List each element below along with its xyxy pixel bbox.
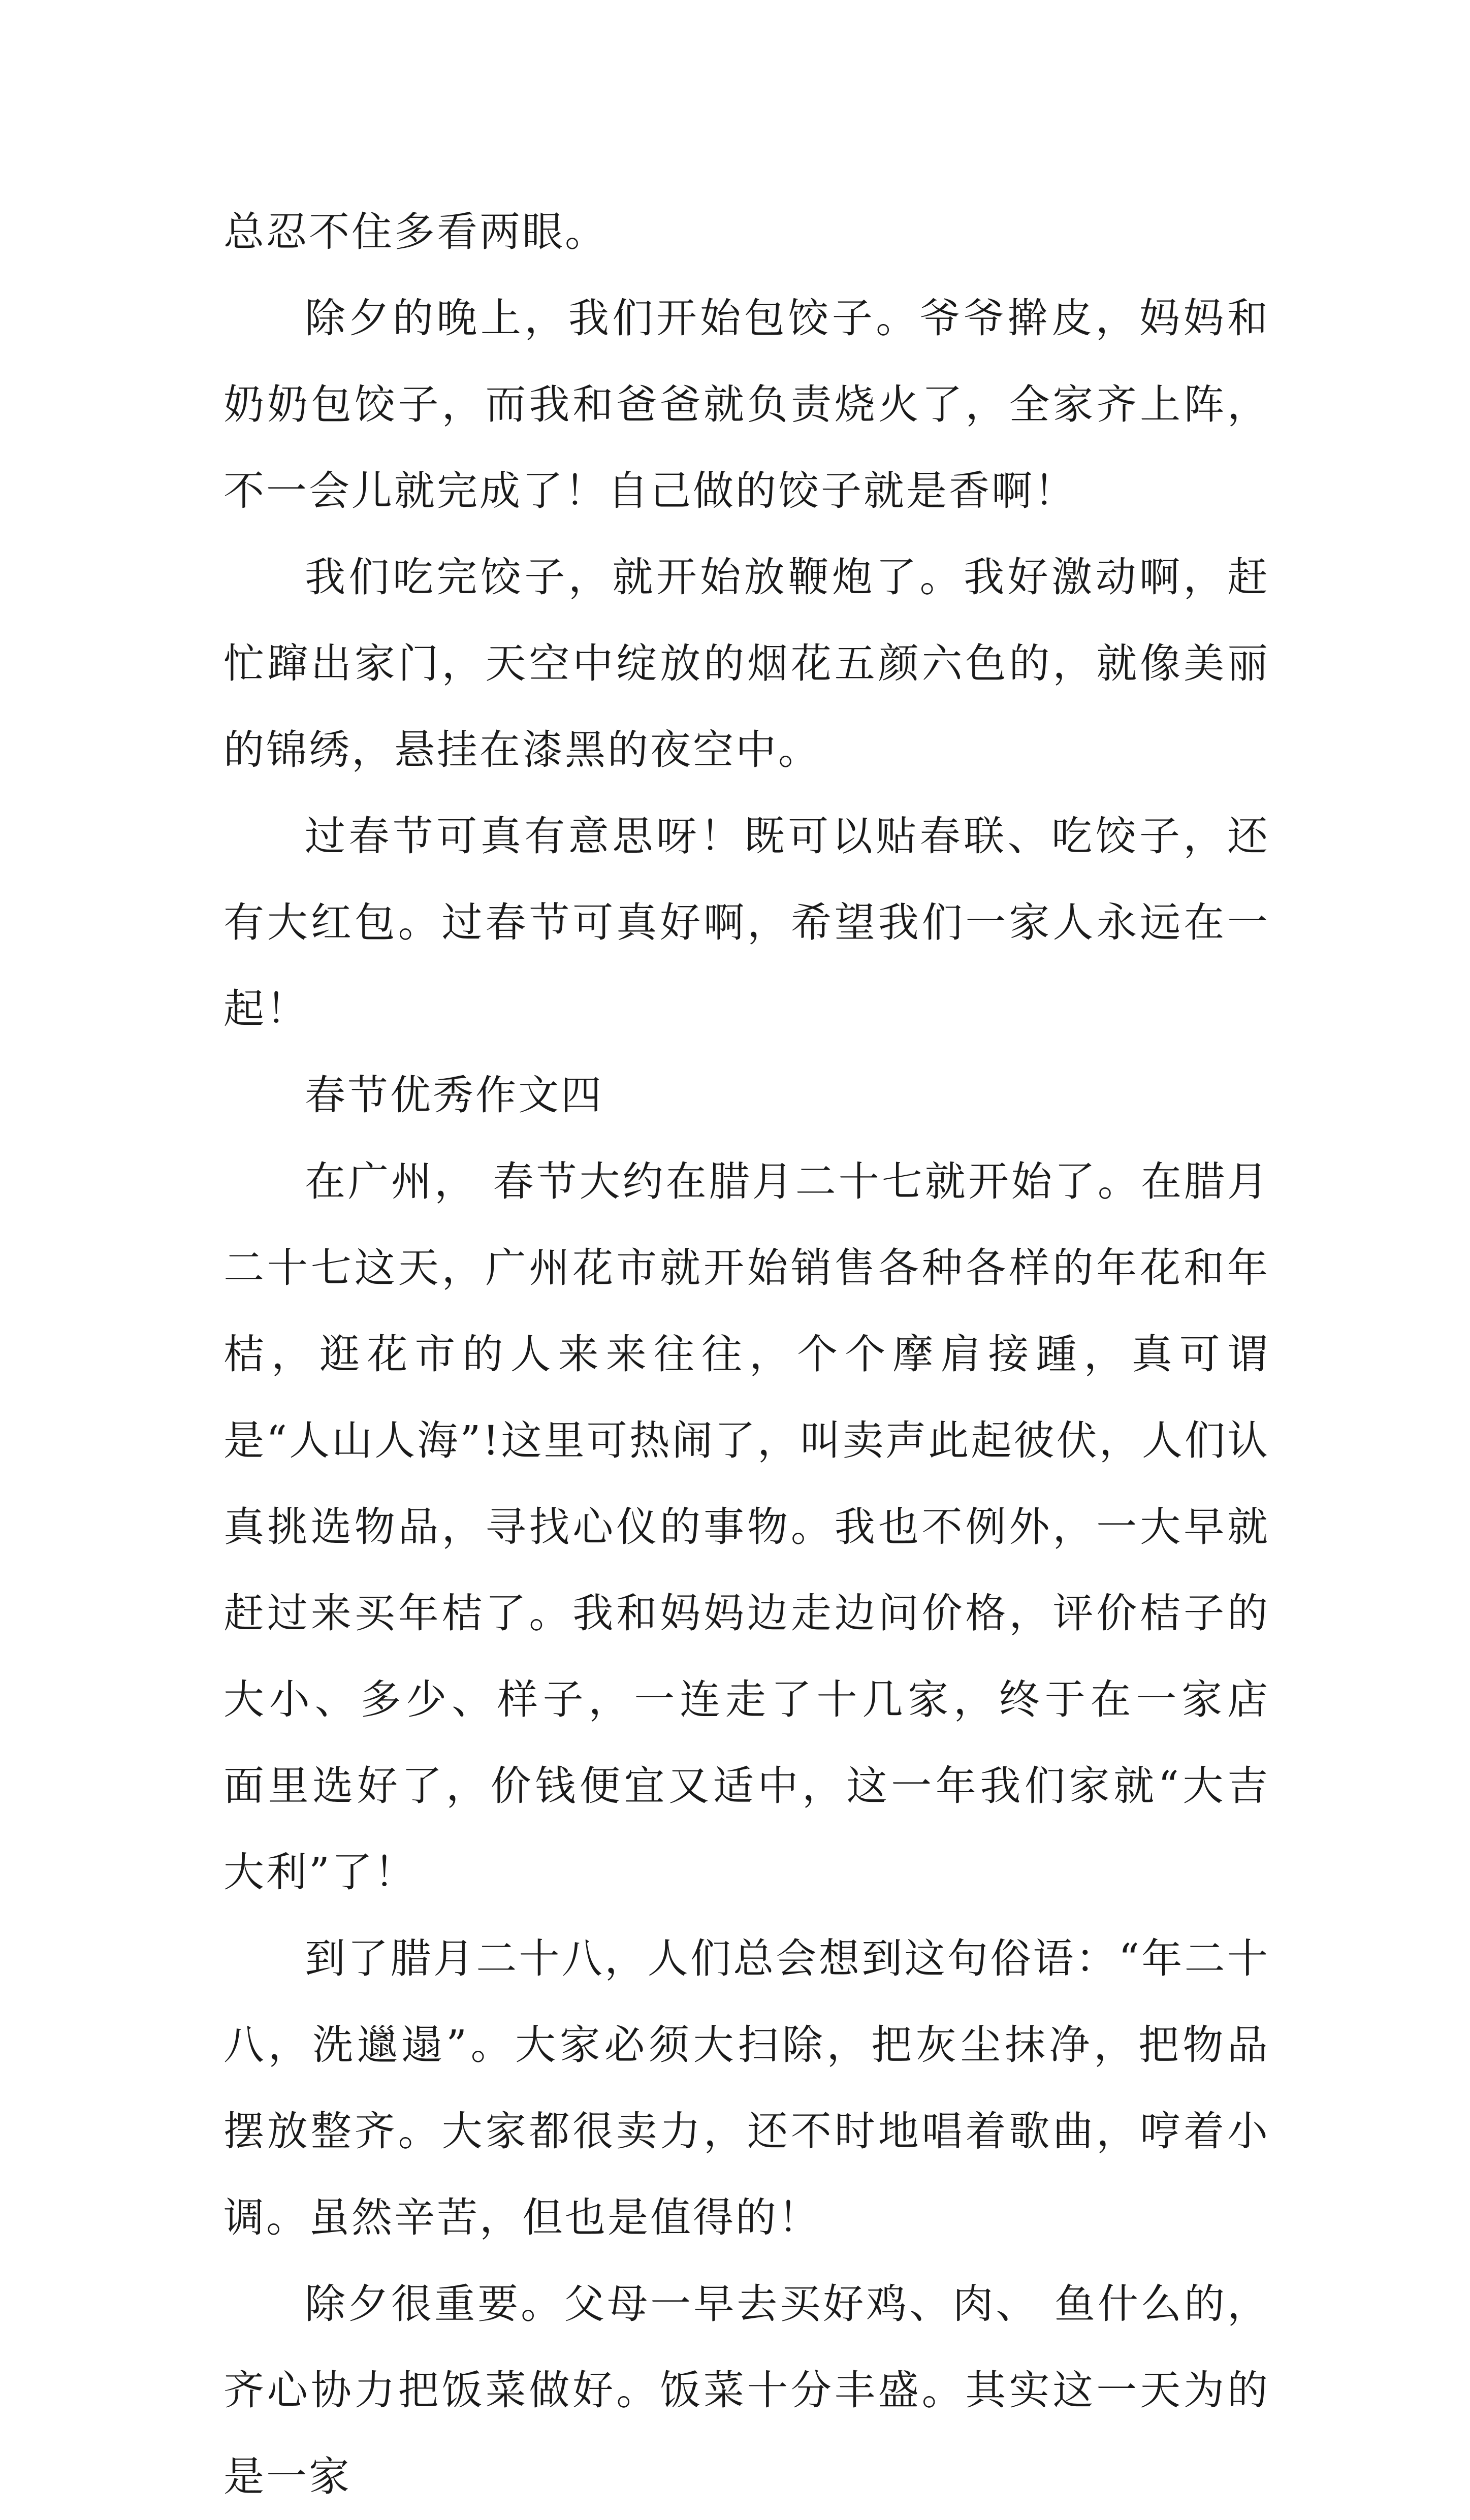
essay-title: 春节优秀作文四 bbox=[305, 1072, 603, 1119]
paragraph-continuation: 总忍不住多看两眼。 bbox=[223, 208, 608, 255]
paragraph-firecrackers: 我们吃完饺子，就开始放鞭炮了。我好激动啊，赶忙蹿出家门，天空中绽放的烟花五颜六色的，就像美丽的锦绣，悬挂在漆黑的夜空中。 bbox=[223, 554, 1270, 773]
paragraph-dumplings: 除夕的晚上，我们开始包饺子。爷爷擀皮，妈妈和奶奶包饺子，而我和爸爸就负责烧火了，全家齐上阵，不一会儿就完成了！自己做的饺子就是香啊！ bbox=[223, 295, 1270, 514]
paragraph-cleaning: 到了腊月二十八，人们总会想到这句俗语：“年二十八，洗邋遢”。大家必须大扫除，把灰尘抹净，把物品摆放整齐。大家都很卖力，还不时地唱着歌曲，哼着小调。虽然辛苦，但也是值得的！ bbox=[223, 1935, 1270, 2241]
paragraph-guangzhou-flower-market: 在广州， 春节大约在腊月二十七就开始了。在腊月二十七这天，广州花市就开始销售各种各样的年花和年桔，逛花市的人来来往往，个个摩肩接踵，真可谓是“人山人海”!这里可热闹了，叫卖声此起彼伏，人们认真挑选物品，寻找心仪的事物。我也不例外，一大早就赶过来买年桔了。我和妈妈边走边问价格，评价桔子的大小、多少、样子，一连走了十几家，终于在一家店 面里选好了，价钱便宜又适中，这一年我们家就“大吉大利”了！ bbox=[223, 1158, 1328, 1896]
document-body bbox=[223, 189, 1328, 2520]
paragraph-new-years-eve: 除夕很重要。父母一早去买好鸡、肉、 鱼什么的，齐心协力把饭菜做好。饭菜十分丰盛。其实这一天为的是一家 bbox=[223, 2280, 1270, 2500]
paragraph-conclusion: 过春节可真有意思呀！既可以贴春联、吃饺子，还有大红包。过春节可真好啊，希望我们一家人永远在一起！ bbox=[223, 813, 1270, 1032]
